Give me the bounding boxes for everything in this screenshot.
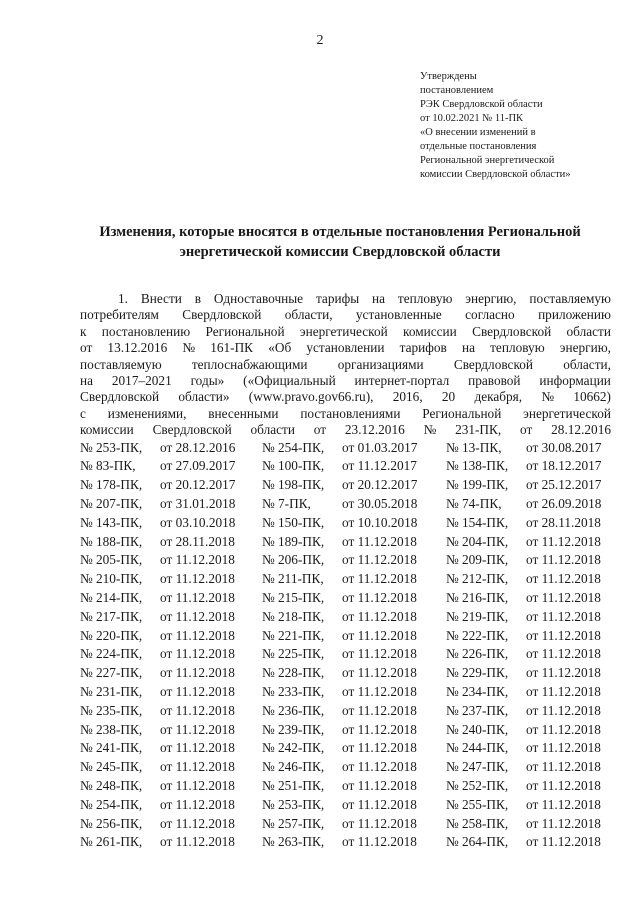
paragraph-word: Региональной bbox=[422, 405, 502, 421]
paragraph-word: поставляемую bbox=[529, 291, 611, 306]
resolution-date: от 11.12.2018 bbox=[160, 552, 235, 568]
paragraph-word: 23.12.2016 bbox=[344, 422, 405, 438]
resolution-row bbox=[80, 683, 611, 702]
resolution-number: № 258-ПК, bbox=[446, 815, 509, 831]
paragraph-word: энергетической bbox=[299, 323, 388, 339]
resolution-date: от 11.12.2018 bbox=[342, 665, 417, 681]
resolution-number: № 248-ПК, bbox=[80, 778, 143, 793]
resolution-date: от 28.11.2018 bbox=[160, 533, 235, 549]
resolution-date: от 25.12.2017 bbox=[526, 477, 602, 493]
paragraph-word: тарифы bbox=[315, 291, 360, 306]
paragraph-word: Одноставочные bbox=[213, 291, 304, 306]
resolution-date: от 30.05.2018 bbox=[342, 496, 418, 512]
resolution-row bbox=[80, 514, 611, 533]
paragraph-word: 231-ПК, bbox=[455, 422, 502, 438]
paragraph-word: № bbox=[541, 389, 555, 405]
paragraph-word: на bbox=[80, 373, 94, 389]
resolution-number: № 251-ПК, bbox=[262, 778, 325, 793]
resolution-row bbox=[80, 533, 611, 552]
approval-line: отдельные постановления bbox=[420, 141, 537, 152]
paragraph-word: области, bbox=[563, 356, 611, 372]
paragraph-word: от bbox=[520, 422, 533, 438]
resolution-number: № 219-ПК, bbox=[446, 608, 509, 624]
resolution-date: от 11.12.2018 bbox=[342, 815, 417, 831]
resolution-date: от 11.12.2018 bbox=[160, 646, 235, 662]
resolution-date: от 11.12.2018 bbox=[160, 834, 235, 850]
paragraph-word: установленные bbox=[355, 307, 442, 323]
resolution-number: № 224-ПК, bbox=[80, 646, 143, 662]
resolution-number: № 150-ПК, bbox=[262, 514, 325, 530]
resolution-list bbox=[80, 439, 611, 853]
resolution-number: № 207-ПК, bbox=[80, 496, 143, 512]
resolution-number: № 209-ПК, bbox=[446, 552, 509, 568]
resolution-number: № 188-ПК, bbox=[80, 533, 143, 549]
resolution-number: № 254-ПК, bbox=[262, 439, 325, 455]
resolution-number: № 199-ПК, bbox=[446, 477, 509, 493]
resolution-number: № 138-ПК, bbox=[446, 458, 509, 474]
resolution-date: от 11.12.2018 bbox=[526, 721, 601, 737]
approval-line: постановлением bbox=[420, 85, 494, 96]
resolution-number: № 229-ПК, bbox=[446, 665, 509, 681]
resolution-row bbox=[80, 721, 611, 740]
resolution-date: от 11.12.2018 bbox=[160, 702, 235, 718]
paragraph-1 bbox=[80, 291, 611, 852]
resolution-number: № 255-ПК, bbox=[446, 796, 509, 812]
resolution-number: № 252-ПК, bbox=[446, 778, 509, 793]
paragraph-word: тарифов bbox=[399, 340, 447, 356]
paragraph-word: информации bbox=[539, 373, 611, 389]
resolution-number: № 205-ПК, bbox=[80, 552, 143, 568]
resolution-number: № 254-ПК, bbox=[80, 796, 143, 812]
resolution-number: № 218-ПК, bbox=[262, 608, 325, 624]
paragraph-word: согласно bbox=[465, 307, 515, 323]
resolution-date: от 11.12.2018 bbox=[342, 740, 417, 756]
resolution-row bbox=[80, 796, 611, 815]
resolution-date: от 11.12.2018 bbox=[526, 702, 601, 718]
resolution-row bbox=[80, 702, 611, 721]
resolution-row bbox=[80, 777, 611, 796]
approval-line: Утверждены bbox=[420, 71, 477, 82]
approval-line: Региональной энергетической bbox=[420, 155, 555, 166]
resolution-number: № 231-ПК, bbox=[80, 684, 143, 700]
paragraph-word: Свердловской bbox=[182, 307, 262, 323]
resolution-number: № 253-ПК, bbox=[80, 439, 143, 455]
paragraph-word: области, bbox=[284, 307, 333, 323]
paragraph-lines bbox=[80, 291, 611, 439]
resolution-number: № 253-ПК, bbox=[262, 796, 325, 812]
paragraph-word: 10662) bbox=[573, 389, 611, 405]
resolution-date: от 11.12.2018 bbox=[526, 571, 601, 587]
resolution-date: от 11.12.2018 bbox=[342, 533, 417, 549]
paragraph-word: 1. bbox=[118, 291, 128, 306]
resolution-number: № 74-ПК, bbox=[446, 496, 502, 512]
paragraph-word: 161-ПК bbox=[210, 340, 254, 356]
resolution-date: от 31.01.2018 bbox=[160, 496, 236, 512]
resolution-date: от 11.12.2018 bbox=[160, 778, 235, 793]
resolution-row bbox=[80, 645, 611, 664]
resolution-date: от 11.12.2018 bbox=[342, 702, 417, 718]
resolution-number: № 242-ПК, bbox=[262, 740, 325, 756]
resolution-number: № 256-ПК, bbox=[80, 815, 143, 831]
resolution-number: № 198-ПК, bbox=[262, 477, 325, 493]
resolution-number: № 261-ПК, bbox=[80, 834, 143, 850]
paragraph-word: потребителям bbox=[80, 307, 159, 323]
resolution-date: от 11.12.2018 bbox=[160, 815, 235, 831]
resolution-date: от 11.12.2018 bbox=[342, 627, 417, 643]
resolution-number: № 211-ПК, bbox=[262, 571, 324, 587]
paragraph-word: годы» bbox=[190, 373, 225, 389]
approval-block bbox=[420, 70, 625, 182]
resolution-date: от 11.12.2018 bbox=[526, 778, 601, 793]
resolution-date: от 11.12.2018 bbox=[526, 533, 601, 549]
paragraph-line bbox=[80, 324, 611, 340]
approval-line: от 10.02.2021 № 11-ПК bbox=[420, 113, 524, 124]
resolution-number: № 246-ПК, bbox=[262, 759, 325, 775]
resolution-date: от 01.03.2017 bbox=[342, 439, 418, 455]
paragraph-word: области bbox=[566, 323, 611, 339]
paragraph-word: № bbox=[182, 340, 196, 356]
paragraph-line bbox=[80, 340, 611, 356]
resolution-number: № 233-ПК, bbox=[262, 684, 325, 700]
resolution-number: № 227-ПК, bbox=[80, 665, 143, 681]
resolution-number: № 245-ПК, bbox=[80, 759, 143, 775]
resolution-date: от 11.12.2018 bbox=[526, 740, 601, 756]
paragraph-word: Свердловской bbox=[152, 422, 232, 438]
paragraph-word: области» bbox=[178, 389, 230, 405]
resolution-row bbox=[80, 457, 611, 476]
paragraph-word: поставляемую bbox=[80, 356, 162, 372]
resolution-number: № 263-ПК, bbox=[262, 834, 325, 850]
resolution-number: № 221-ПК, bbox=[262, 627, 325, 643]
resolution-number: № 214-ПК, bbox=[80, 590, 143, 606]
resolution-date: от 11.12.2018 bbox=[342, 608, 417, 624]
resolution-date: от 11.12.2018 bbox=[160, 608, 235, 624]
paragraph-word: 20 bbox=[441, 389, 456, 405]
resolution-number: № 216-ПК, bbox=[446, 590, 509, 606]
paragraph-word: Внести bbox=[140, 291, 182, 306]
resolution-date: от 28.11.2018 bbox=[526, 514, 601, 530]
resolution-date: от 11.12.2018 bbox=[526, 590, 601, 606]
resolution-date: от 30.08.2017 bbox=[526, 439, 602, 455]
resolution-date: от 11.12.2018 bbox=[342, 834, 417, 850]
resolution-date: от 11.12.2018 bbox=[526, 552, 601, 568]
resolution-date: от 11.12.2017 bbox=[342, 458, 417, 474]
approval-line: комиссии Свердловской области» bbox=[420, 169, 571, 180]
paragraph-word: с bbox=[80, 405, 86, 421]
resolution-date: от 11.12.2018 bbox=[526, 627, 601, 643]
resolution-date: от 11.12.2018 bbox=[160, 721, 235, 737]
paragraph-word: 2017–2021 bbox=[111, 373, 172, 389]
resolution-row bbox=[80, 589, 611, 608]
paragraph-line bbox=[80, 373, 611, 389]
resolution-date: от 11.12.2018 bbox=[342, 721, 417, 737]
approval-line: «О внесении изменений в bbox=[420, 127, 536, 138]
resolution-number: № 244-ПК, bbox=[446, 740, 509, 756]
resolution-number: № 234-ПК, bbox=[446, 684, 509, 700]
resolution-row bbox=[80, 476, 611, 495]
paragraph-word: на bbox=[461, 340, 475, 356]
resolution-number: № 225-ПК, bbox=[262, 646, 325, 662]
resolution-date: от 03.10.2018 bbox=[160, 514, 236, 530]
paragraph-word: от bbox=[313, 422, 327, 438]
resolution-number: № 13-ПК, bbox=[446, 439, 502, 455]
resolution-number: № 210-ПК, bbox=[80, 571, 143, 587]
resolution-number: № 215-ПК, bbox=[262, 590, 325, 606]
paragraph-word: приложению bbox=[538, 307, 611, 323]
paragraph-word: к bbox=[80, 323, 87, 339]
resolution-number: № 247-ПК, bbox=[446, 759, 509, 775]
resolution-date: от 11.12.2018 bbox=[160, 796, 235, 812]
resolution-number: № 189-ПК, bbox=[262, 533, 325, 549]
resolution-row bbox=[80, 495, 611, 514]
resolution-row bbox=[80, 608, 611, 627]
resolution-date: от 11.12.2018 bbox=[160, 627, 235, 643]
resolution-number: № 143-ПК, bbox=[80, 514, 143, 530]
paragraph-word: на bbox=[372, 291, 386, 306]
paragraph-word: в bbox=[194, 291, 202, 306]
resolution-date: от 11.12.2018 bbox=[342, 571, 417, 587]
resolution-number: № 228-ПК, bbox=[262, 665, 325, 681]
paragraph-word: декабря, bbox=[474, 389, 523, 405]
paragraph-word: тепловую bbox=[397, 291, 453, 306]
resolution-number: № 238-ПК, bbox=[80, 721, 143, 737]
resolution-date: от 11.12.2018 bbox=[342, 552, 417, 568]
paragraph-word: организациями bbox=[337, 356, 424, 372]
page-number: 2 bbox=[316, 33, 324, 48]
resolution-date: от 11.12.2018 bbox=[526, 834, 601, 850]
resolution-row bbox=[80, 739, 611, 758]
resolution-number: № 236-ПК, bbox=[262, 702, 325, 718]
paragraph-word: «Об bbox=[268, 340, 292, 356]
paragraph-line bbox=[80, 291, 611, 307]
resolution-date: от 11.12.2018 bbox=[160, 684, 235, 700]
resolution-number: № 100-ПК, bbox=[262, 458, 325, 474]
paragraph-word: (www.pravo.gov66.ru), bbox=[248, 389, 374, 405]
paragraph-line bbox=[80, 406, 611, 422]
resolution-date: от 11.12.2018 bbox=[160, 590, 235, 606]
resolution-date: от 11.12.2018 bbox=[342, 590, 417, 606]
paragraph-word: области bbox=[250, 422, 295, 438]
resolution-number: № 241-ПК, bbox=[80, 740, 143, 756]
paragraph-word: правовой bbox=[468, 373, 521, 389]
paragraph-word: Свердловской bbox=[80, 389, 160, 405]
resolution-date: от 26.09.2018 bbox=[526, 496, 602, 512]
resolution-row bbox=[80, 551, 611, 570]
resolution-number: № 212-ПК, bbox=[446, 571, 509, 587]
resolution-date: от 11.12.2018 bbox=[160, 665, 235, 681]
resolution-number: № 217-ПК, bbox=[80, 608, 143, 624]
resolution-date: от 20.12.2017 bbox=[160, 477, 236, 493]
paragraph-word: Свердловской bbox=[472, 323, 552, 339]
resolution-row bbox=[80, 833, 611, 852]
paragraph-word: энергию, bbox=[465, 291, 517, 306]
paragraph-line bbox=[80, 389, 611, 405]
resolution-number: № 226-ПК, bbox=[446, 646, 509, 662]
resolution-date: от 27.09.2017 bbox=[160, 458, 236, 474]
approval-line: РЭК Свердловской области bbox=[420, 99, 543, 110]
resolution-date: от 11.12.2018 bbox=[342, 796, 417, 812]
resolution-date: от 20.12.2017 bbox=[342, 477, 418, 493]
paragraph-word: («Официальный bbox=[243, 373, 336, 389]
paragraph-word: комиссии bbox=[80, 422, 134, 438]
resolution-date: от 11.12.2018 bbox=[526, 646, 601, 662]
resolution-row bbox=[80, 439, 611, 458]
paragraph-word: интернет-портал bbox=[354, 373, 450, 389]
resolution-date: от 10.10.2018 bbox=[342, 514, 418, 530]
paragraph-word: 13.12.2016 bbox=[107, 340, 168, 356]
resolution-number: № 222-ПК, bbox=[446, 627, 509, 643]
resolution-row bbox=[80, 815, 611, 834]
title-line: Изменения, которые вносятся в отдельные постановления Региональной bbox=[99, 224, 581, 240]
paragraph-word: изменениями, bbox=[107, 405, 187, 421]
paragraph-word: постановлениями bbox=[300, 405, 401, 421]
resolution-number: № 239-ПК, bbox=[262, 721, 325, 737]
paragraph-word: Региональной bbox=[205, 323, 285, 339]
resolution-number: № 204-ПК, bbox=[446, 533, 509, 549]
paragraph-word: тепловую bbox=[490, 340, 545, 356]
paragraph-word: постановлению bbox=[101, 323, 191, 339]
resolution-number: № 206-ПК, bbox=[262, 552, 325, 568]
resolution-date: от 11.12.2018 bbox=[526, 759, 601, 775]
paragraph-word: теплоснабжающими bbox=[191, 356, 308, 372]
resolution-date: от 11.12.2018 bbox=[342, 646, 417, 662]
paragraph-word: № bbox=[423, 422, 437, 438]
resolution-row bbox=[80, 758, 611, 777]
paragraph-line bbox=[80, 422, 611, 438]
paragraph-line bbox=[80, 307, 611, 323]
resolution-number: № 264-ПК, bbox=[446, 834, 509, 850]
resolution-row bbox=[80, 570, 611, 589]
resolution-row bbox=[80, 627, 611, 646]
resolution-number: № 257-ПК, bbox=[262, 815, 325, 831]
resolution-date: от 11.12.2018 bbox=[526, 815, 601, 831]
resolution-date: от 11.12.2018 bbox=[342, 778, 417, 793]
title-line: энергетической комиссии Свердловской области bbox=[179, 244, 501, 260]
paragraph-word: внесенными bbox=[208, 405, 279, 421]
resolution-date: от 11.12.2018 bbox=[342, 684, 417, 700]
paragraph-word: от bbox=[80, 340, 93, 356]
resolution-date: от 11.12.2018 bbox=[526, 665, 601, 681]
resolution-row bbox=[80, 664, 611, 683]
paragraph-word: установлении bbox=[306, 340, 385, 356]
paragraph-word: энергетической bbox=[523, 405, 611, 421]
resolution-number: № 235-ПК, bbox=[80, 702, 143, 718]
resolution-date: от 11.12.2018 bbox=[160, 571, 235, 587]
paragraph-word: 2016, bbox=[392, 389, 423, 405]
resolution-date: от 11.12.2018 bbox=[526, 684, 601, 700]
paragraph-word: Свердловской bbox=[453, 356, 533, 372]
resolution-date: от 28.12.2016 bbox=[160, 439, 236, 455]
document-title bbox=[60, 222, 620, 262]
resolution-number: № 237-ПК, bbox=[446, 702, 509, 718]
paragraph-word: комиссии bbox=[403, 323, 457, 339]
paragraph-line bbox=[80, 357, 611, 373]
resolution-number: № 220-ПК, bbox=[80, 627, 143, 643]
resolution-date: от 11.12.2018 bbox=[526, 796, 601, 812]
resolution-number: № 7-ПК, bbox=[262, 496, 311, 512]
resolution-number: № 240-ПК, bbox=[446, 721, 509, 737]
resolution-date: от 11.12.2018 bbox=[342, 759, 417, 775]
resolution-date: от 11.12.2018 bbox=[526, 608, 601, 624]
resolution-date: от 11.12.2018 bbox=[160, 740, 235, 756]
resolution-number: № 154-ПК, bbox=[446, 514, 509, 530]
resolution-number: № 83-ПК, bbox=[80, 458, 136, 474]
resolution-date: от 11.12.2018 bbox=[160, 759, 235, 775]
paragraph-word: 28.12.2016 bbox=[551, 422, 611, 438]
resolution-number: № 178-ПК, bbox=[80, 477, 143, 493]
paragraph-word: энергию, bbox=[559, 340, 611, 356]
resolution-date: от 18.12.2017 bbox=[526, 458, 602, 474]
